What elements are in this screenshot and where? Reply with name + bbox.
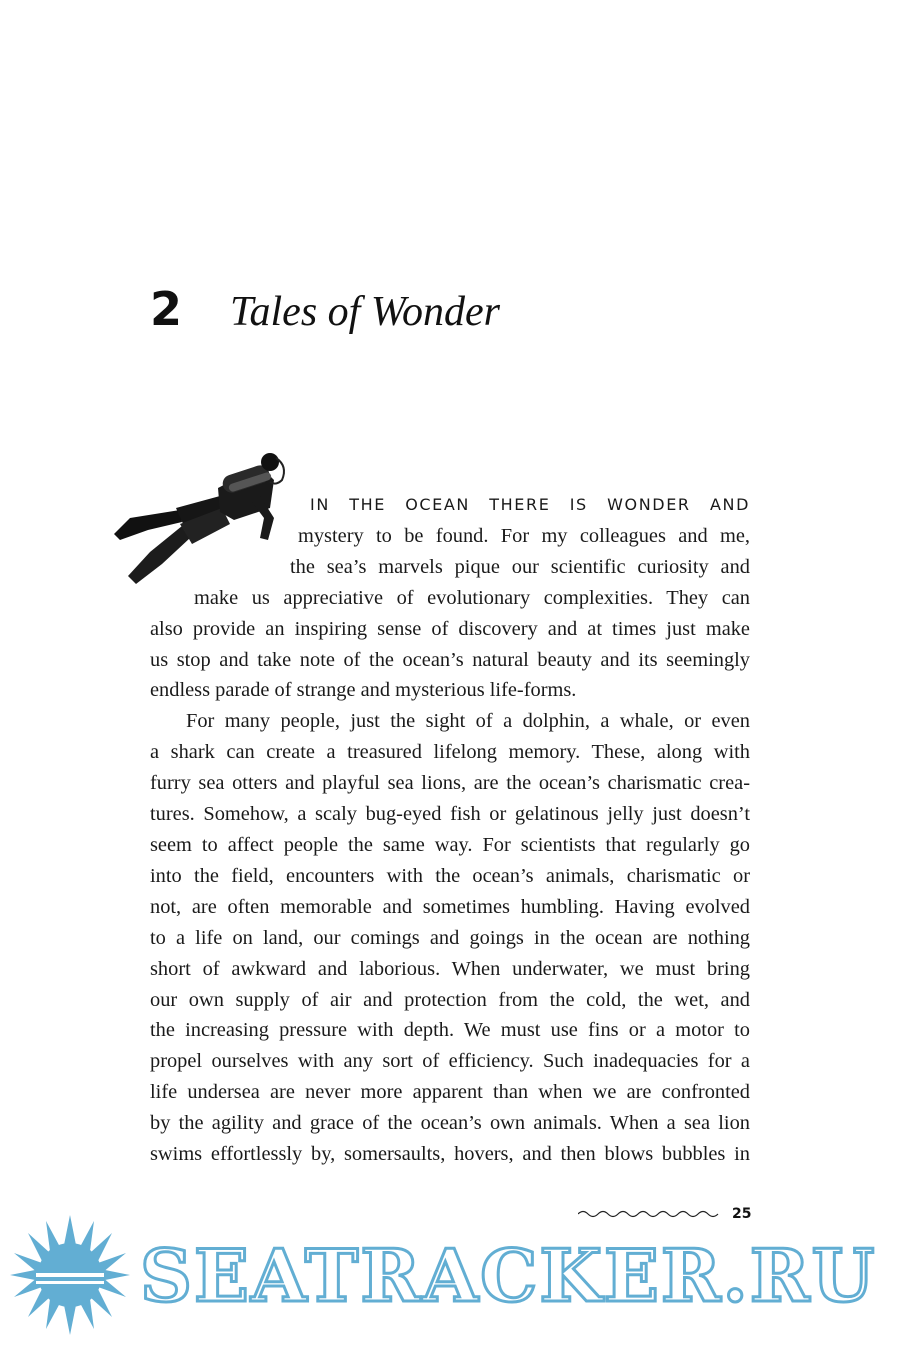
watermark-text: SEATRACKER.RU bbox=[140, 1233, 877, 1318]
text-line: For many people, just the sight of a dolphin, a whale, or even bbox=[186, 710, 750, 733]
watermark bbox=[0, 1215, 900, 1350]
text-line: by the agility and grace of the ocean’s own animals. When a sea lion bbox=[150, 1112, 750, 1135]
text-line: tures. Somehow, a scaly bug-eyed fish or gelatinous jelly just doesn’t bbox=[150, 803, 750, 826]
text-line: into the field, encounters with the ocean’s animals, charismatic or bbox=[150, 864, 750, 887]
page-number: 25 bbox=[732, 1206, 752, 1222]
text-line: also provide an inspiring sense of discovery and at times just make bbox=[150, 617, 750, 640]
text-line: not, are often memorable and sometimes humbling. Having evolved bbox=[150, 895, 750, 918]
text-line: furry sea otters and playful sea lions, are the ocean’s charismatic crea- bbox=[150, 772, 750, 795]
text-line: life undersea are never more apparent than when we are confronted bbox=[150, 1081, 750, 1104]
text-line: our own supply of air and protection from the cold, the wet, and bbox=[150, 988, 750, 1011]
text-line: make us appreciative of evolutionary complexities. They can bbox=[194, 586, 750, 609]
opening-caps-line: IN THE OCEAN THERE IS WONDER AND bbox=[310, 495, 750, 514]
text-line: endless parade of strange and mysterious life-forms. bbox=[150, 679, 577, 702]
text-line: to a life on land, our comings and goings in the ocean are nothing bbox=[150, 926, 750, 949]
text-line: swims effortlessly by, somersaults, hovers, and then blows bubbles in bbox=[150, 1143, 750, 1166]
sun-icon bbox=[0, 1215, 140, 1350]
text-line: propel ourselves with any sort of efficiency. Such inadequacies for a bbox=[150, 1050, 750, 1073]
chapter-heading bbox=[150, 282, 500, 336]
chapter-number: 2 bbox=[150, 282, 183, 336]
text-line: the sea’s marvels pique our scientific curiosity and bbox=[290, 555, 750, 578]
body-text bbox=[150, 490, 750, 1170]
text-line: mystery to be found. For my colleagues and me, bbox=[298, 524, 750, 547]
text-line: a shark can create a treasured lifelong memory. These, along with bbox=[150, 741, 750, 764]
text-line: short of awkward and laborious. When underwater, we must bring bbox=[150, 957, 750, 980]
chapter-title: Tales of Wonder bbox=[230, 289, 500, 335]
text-line: us stop and take note of the ocean’s natural beauty and its seemingly bbox=[150, 648, 750, 671]
text-line: the increasing pressure with depth. We must use fins or a motor to bbox=[150, 1019, 750, 1042]
text-line: seem to affect people the same way. For scientists that regularly go bbox=[150, 833, 750, 856]
